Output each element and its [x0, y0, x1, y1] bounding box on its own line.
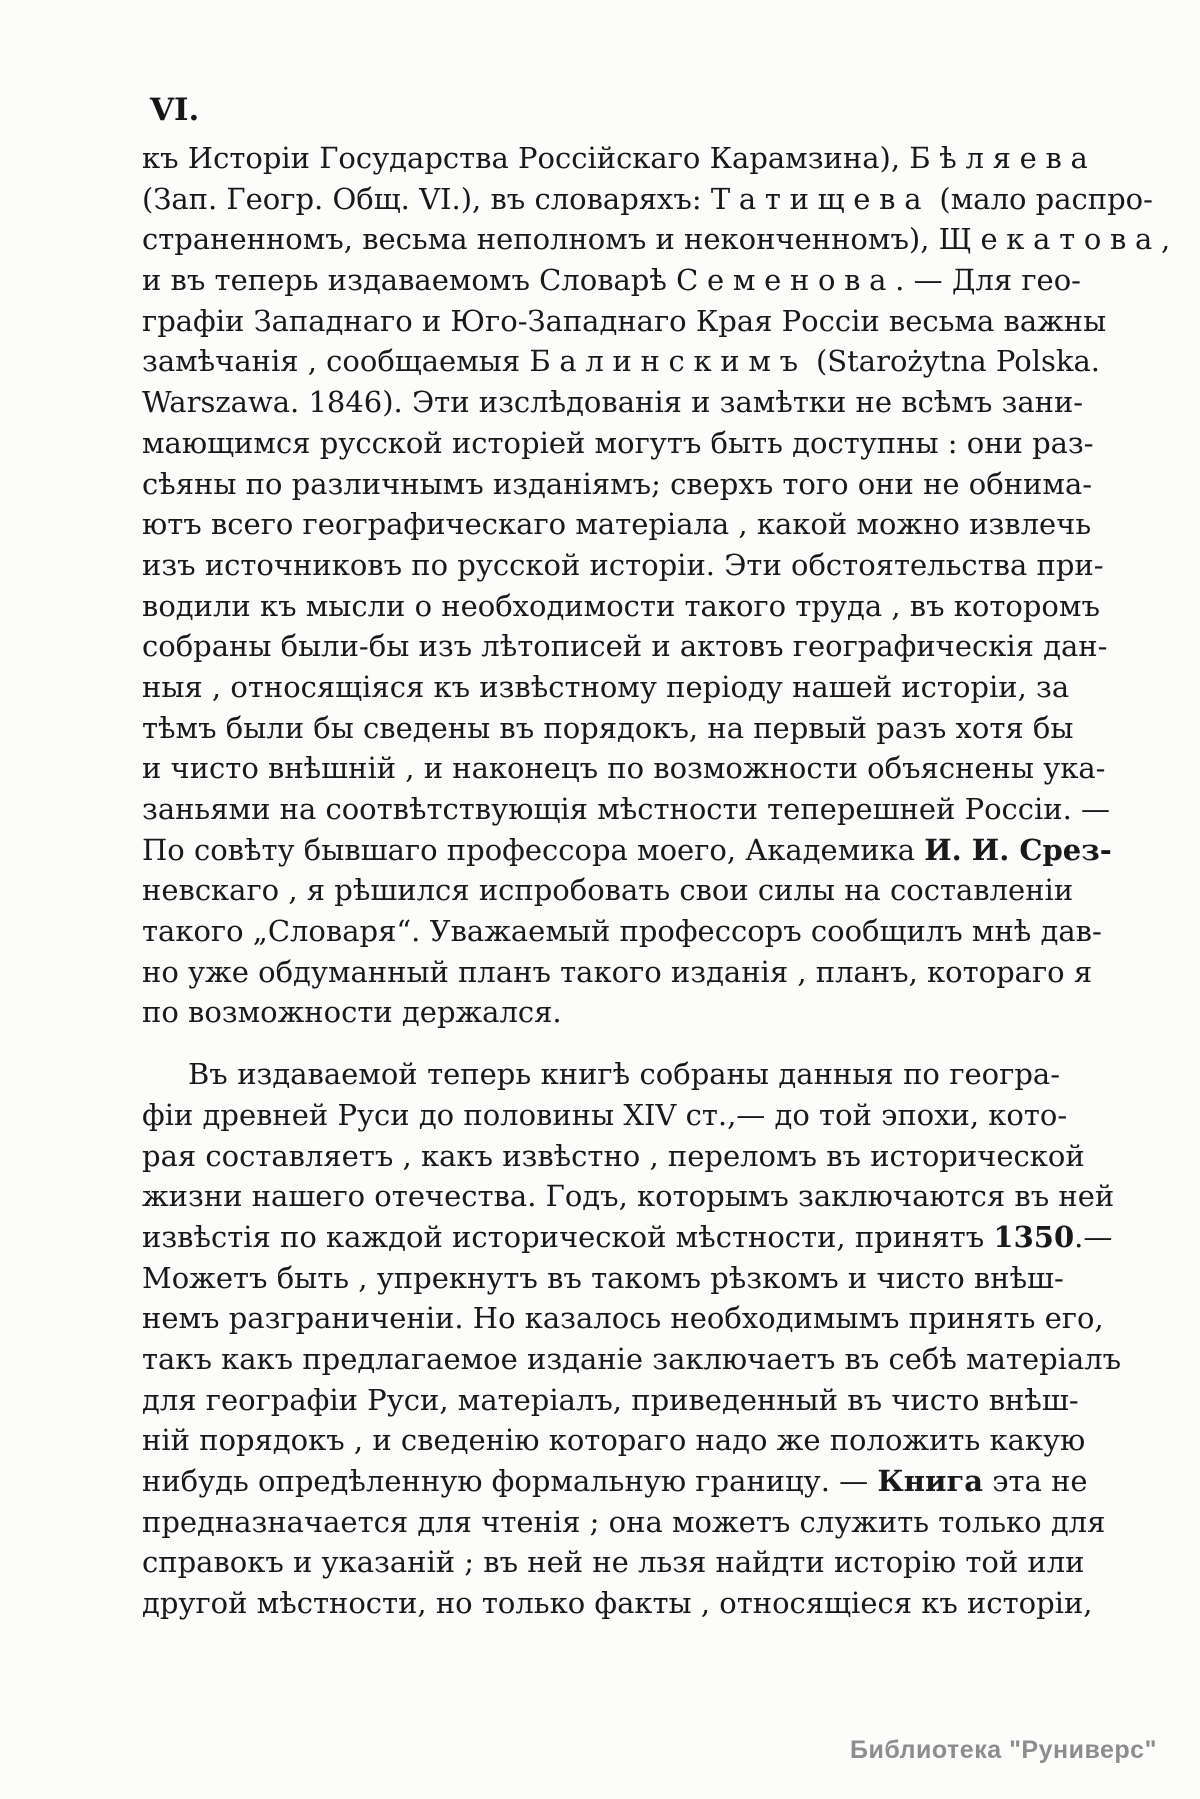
text-segment: ютъ всего географическаго матеріала , какой можно извлечь: [142, 507, 1092, 542]
library-watermark: Библиотека "Руниверс": [850, 1736, 1157, 1764]
text-segment: замѣчанія , сообщаемыя: [142, 344, 530, 379]
text-segment: эта не: [983, 1464, 1088, 1498]
text-line: [142, 1095, 1068, 1136]
page-text-block: [142, 138, 1171, 1624]
text-segment: для географіи Руси, матеріалъ, приведенный въ чисто внѣш-: [142, 1382, 1079, 1417]
text-segment: такого „Словаря“. Уважаемый профессоръ сообщилъ мнѣ дав-: [142, 914, 1102, 949]
text-segment: другой мѣстности, но только факты , относящіеся къ исторіи,: [142, 1586, 1093, 1621]
text-line: [142, 789, 1111, 830]
text-line: [142, 952, 1093, 993]
text-line: [142, 708, 1074, 749]
text-segment: нибудь опредѣленную формальную границу. —: [142, 1464, 878, 1498]
paragraph: [142, 138, 1171, 1033]
text-segment: рая составляетъ , какъ извѣстно , переломъ въ исторической: [142, 1138, 1085, 1173]
text-line: [142, 138, 1097, 179]
text-segment: (Зап. Геогр. Общ. VI.), въ словаряхъ:: [142, 181, 711, 216]
text-segment: ныя , относящіяся къ извѣстному періоду нашей исторіи, за: [142, 669, 1070, 704]
text-segment: изъ источниковъ по русской исторіи. Эти обстоятельства при-: [142, 547, 1104, 582]
text-line: [142, 1583, 1093, 1624]
text-segment: фіи древней Руси до половины XIV ст.,— до той эпохи, кото-: [142, 1097, 1068, 1132]
text-segment: жизни нашего отечества. Годъ, которымъ заключаются въ ней: [142, 1179, 1115, 1214]
text-segment: Въ издаваемой теперь книгѣ собраны данныя по геогра-: [188, 1057, 1060, 1092]
text-line: [142, 626, 1108, 667]
text-line: [142, 992, 1060, 1033]
text-line: [142, 1339, 1122, 1380]
text-segment: Warszawa. 1846). Эти изслѣдованія и замѣтки не всѣмъ зани-: [142, 385, 1084, 420]
text-line: [142, 464, 1093, 505]
text-segment: къ Исторіи Государства Россійскаго Карамзина),: [142, 141, 910, 175]
text-segment: водили къ мысли о необходимости такого труда , въ которомъ: [142, 588, 1100, 623]
text-line: [142, 301, 1107, 342]
text-line: [142, 748, 1106, 789]
text-segment: немъ разграниченіи. Но казалось необходимымъ принять его,: [142, 1301, 1104, 1336]
paragraph: [142, 1054, 1122, 1624]
text-segment: По совѣту бывшаго профессора моего, Академика: [142, 832, 925, 867]
text-line: [142, 1461, 1088, 1502]
text-line: [142, 179, 1153, 220]
text-segment: сѣяны по различнымъ изданіямъ; сверхъ того они не обнима-: [142, 466, 1093, 501]
text-segment: собраны были-бы изъ лѣтописей и актовъ географическія дан-: [142, 629, 1108, 664]
text-line: [142, 1420, 1086, 1461]
text-segment: справокъ и указаній ; въ ней не льзя найдти исторію той или: [142, 1545, 1085, 1580]
letterspaced-name: Татищева: [710, 181, 931, 216]
text-line: [142, 545, 1104, 586]
bold-text: 1350: [993, 1219, 1075, 1254]
text-segment: .—: [1074, 1219, 1113, 1254]
text-line: [142, 586, 1100, 627]
text-segment: и чисто внѣшній , и наконецъ по возможности объяснены ука-: [142, 751, 1106, 786]
text-segment: по возможности держался.: [142, 995, 562, 1030]
text-line: [142, 667, 1070, 708]
page-number: VI.: [150, 92, 200, 128]
text-segment: невскаго , я рѣшился испробовать свои силы на составленіи: [142, 873, 1074, 908]
text-line: [142, 423, 1094, 464]
text-segment: ,: [1161, 222, 1171, 257]
text-segment: ній порядокъ , и сведенію котораго надо же положить какую: [142, 1423, 1086, 1458]
letterspaced-name: Семенова: [676, 263, 896, 298]
bold-text: Книга: [877, 1464, 984, 1498]
text-line: [142, 1054, 1060, 1095]
text-line: [142, 1217, 1113, 1258]
text-segment: предназначается для чтенія ; она можетъ служить только для: [142, 1504, 1106, 1539]
text-segment: извѣстія по каждой исторической мѣстности, принятъ: [142, 1219, 994, 1254]
text-segment: но уже обдуманный планъ такого изданія , планъ, котораго я: [142, 954, 1093, 989]
text-line: [142, 830, 1112, 871]
text-segment: такъ какъ предлагаемое изданіе заключаетъ въ себѣ матеріалъ: [142, 1341, 1122, 1376]
text-segment: и въ теперь издаваемомъ Словарѣ: [142, 263, 677, 298]
text-line: [142, 382, 1084, 423]
text-segment: Можетъ быть , упрекнутъ въ такомъ рѣзкомъ и чисто внѣш-: [142, 1260, 1064, 1295]
bold-text: И. И. Срез-: [924, 832, 1112, 867]
text-line: [142, 504, 1092, 545]
text-line: [142, 1298, 1104, 1339]
letterspaced-name: Щекатова: [938, 222, 1162, 257]
text-line: [142, 1136, 1085, 1177]
text-line: [142, 870, 1074, 911]
text-segment: заньями на соотвѣтствующія мѣстности теперешней Россіи. —: [142, 792, 1111, 826]
text-segment: (Starożytna Polska.: [806, 344, 1100, 379]
text-line: [142, 219, 1171, 260]
text-segment: . — Для гео-: [895, 263, 1081, 298]
text-line: [142, 911, 1102, 952]
text-segment: страненномъ, весьма неполномъ и неконченномъ),: [142, 222, 939, 257]
text-line: [142, 260, 1081, 301]
letterspaced-name: Балинскимъ: [529, 344, 807, 379]
text-line: [142, 341, 1100, 382]
letterspaced-name: Бѣляева: [909, 141, 1097, 175]
text-segment: мающимся русской исторіей могутъ быть доступны : они раз-: [142, 425, 1094, 460]
text-line: [142, 1176, 1115, 1217]
text-segment: (мало распро-: [930, 181, 1153, 216]
text-line: [142, 1380, 1079, 1421]
text-line: [142, 1542, 1085, 1583]
text-line: [142, 1258, 1064, 1299]
text-segment: графіи Западнаго и Юго-Западнаго Края Россіи весьма важны: [142, 303, 1107, 338]
text-segment: тѣмъ были бы сведены въ порядокъ, на первый разъ хотя бы: [142, 710, 1074, 745]
text-line: [142, 1502, 1106, 1543]
